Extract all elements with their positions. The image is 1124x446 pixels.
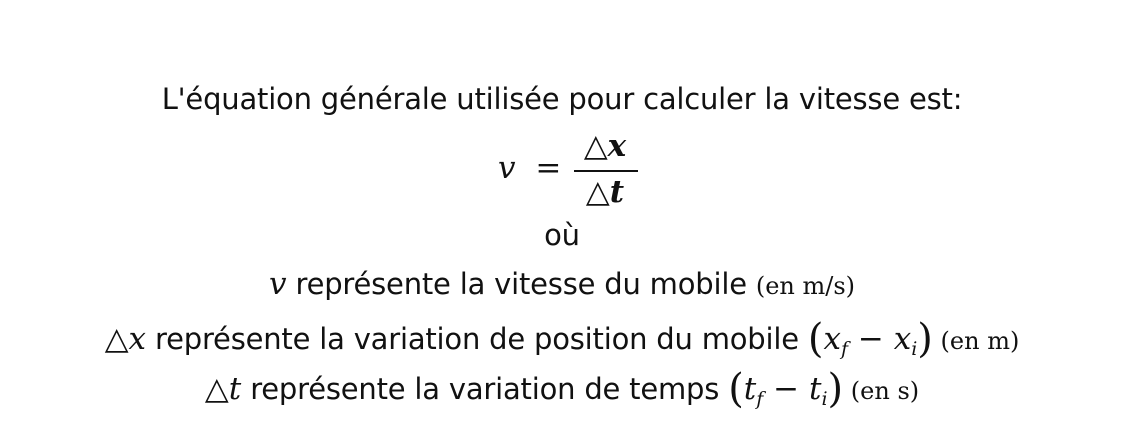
delta-symbol: △ — [583, 128, 608, 164]
final-subscript: f — [841, 338, 849, 360]
time-description: représente la variation de temps — [241, 372, 729, 406]
final-time-variable: t — [743, 371, 757, 407]
close-parenthesis: ) — [917, 316, 933, 362]
intro-text: L'équation générale utilisée pour calculer la vitesse est: — [161, 82, 963, 116]
initial-position-variable: x — [893, 321, 912, 357]
numerator-variable: x — [607, 128, 627, 164]
delta-symbol: △ — [204, 371, 229, 407]
displacement-initial — [893, 321, 918, 360]
fraction-denominator — [572, 174, 638, 210]
displacement-final — [823, 321, 849, 360]
final-position-variable: x — [823, 321, 841, 357]
time-final — [743, 371, 764, 410]
where-text: où — [544, 218, 580, 252]
velocity-unit: (en m/s) — [755, 272, 856, 300]
initial-subscript: i — [821, 388, 828, 410]
equation-lhs — [498, 150, 578, 186]
initial-subscript: i — [911, 338, 918, 360]
equation-equals-sign: = — [535, 150, 562, 186]
fraction-bar — [574, 170, 638, 172]
minus-sign: − — [848, 321, 894, 357]
velocity-symbol: v — [268, 266, 287, 302]
velocity-description: représente la vitesse du mobile — [286, 267, 756, 301]
definition-velocity — [0, 266, 1124, 302]
initial-time-variable: t — [809, 371, 822, 407]
displacement-variable: x — [128, 321, 147, 357]
fraction — [572, 128, 638, 214]
equation-lhs-variable: v — [498, 150, 516, 186]
time-unit: (en s) — [843, 377, 920, 405]
close-parenthesis: ) — [827, 366, 844, 412]
displacement-unit: (en m) — [932, 327, 1020, 355]
definition-time — [0, 366, 1124, 412]
definition-displacement — [0, 316, 1124, 362]
displacement-symbol — [105, 321, 146, 357]
time-initial — [809, 371, 828, 410]
minus-sign: − — [763, 371, 809, 407]
fraction-numerator — [572, 128, 638, 164]
open-parenthesis: ( — [728, 366, 744, 412]
time-symbol — [205, 371, 241, 407]
denominator-variable: t — [609, 174, 625, 210]
time-variable: t — [228, 371, 242, 407]
delta-symbol: △ — [585, 174, 610, 210]
velocity-equation — [0, 128, 1124, 214]
final-subscript: f — [756, 388, 764, 410]
open-parenthesis: ( — [807, 316, 824, 362]
displacement-description: représente la variation de position du mobile — [146, 322, 808, 356]
delta-symbol: △ — [104, 321, 129, 357]
